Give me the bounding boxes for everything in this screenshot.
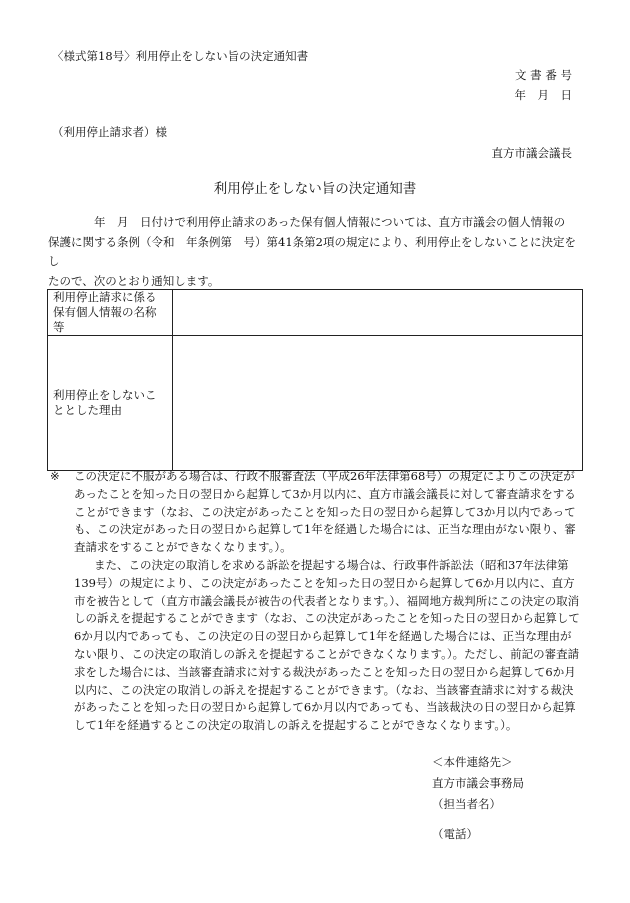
contact-heading: ＜本件連絡先＞ [432, 755, 513, 769]
info-table [47, 289, 583, 471]
intro-line-1: 年 月 日付けで利用停止請求のあった保有個人情報については、直方市議会の個人情報の [94, 215, 566, 229]
note-mark: ※ [50, 469, 60, 483]
addressee: （利用停止請求者）様 [52, 125, 167, 139]
document-title: 利用停止をしない旨の決定通知書 [213, 181, 417, 197]
info-name-label: 利用停止請求に係る保有個人情報の名称等 [48, 290, 173, 336]
note-paragraph-1: この決定に不服がある場合は、行政不服審査法（平成26年法律第68号）の規定によりこの決定があったことを知った日の翌日から起算して3か月以内に、直方市議会議長に対して審査請求をすることができます（なお、この決定があったことを知った日の翌日から起算して3か月以内であっても、この決定があった日の翌日から起算して1年を経過した場合には、正当な理由がない限り、審査請求をすることができなくなります。）。 [74, 469, 576, 555]
sender: 直方市議会議長 [491, 146, 572, 160]
document-number-label: 文 書 番 号 [515, 68, 572, 82]
info-name-value [173, 290, 583, 336]
table-row [48, 336, 583, 471]
note-paragraph-2: また、この決定の取消しを求める訴訟を提起する場合は、行政事件訴訟法（昭和37年法律第139号）の規定により、この決定があったことを知った日の翌日から起算して6か月以内に、直方市を被告として（直方市議会議長が被告の代表者となります。）、福岡地方裁判所にこの決定の取消しの訴えを提起することができます（なお、この決定があったことを知った日の翌日から起算して6か月以内であっても、この決定の日の翌日から起算して1年を経過した場合には、正当な理由がない限り、この決定の取消しの訴えを提起することができなくなります。）。ただし、前記の審査請求をした場合には、当該審査請求に対する裁決があったことを知った日の翌日から起算して6か月以内に、この決定の取消しの訴えを提起することができます。（なお、当該審査請求に対する裁決があったことを知った日の翌日から起算して6か月以内であっても、当該裁決の日の翌日から起算して1年を経過するとこの決定の取消しの訴えを提起することができなくなります。）。 [74, 557, 580, 733]
contact-person: （担当者名） [432, 797, 501, 811]
contact-block [432, 752, 524, 845]
appeal-note [50, 468, 582, 735]
intro-line-3: たので、次のとおり通知します。 [48, 273, 220, 288]
intro-line-2: 保護に関する条例（令和 年条例第 号）第41条第2項の規定により、利用停止をしないことに決定をし [48, 234, 576, 269]
reason-value [173, 336, 583, 471]
form-label: 〈様式第18号〉利用停止をしない旨の決定通知書 [52, 49, 309, 63]
table-row [48, 290, 583, 336]
contact-phone: （電話） [432, 827, 478, 841]
intro-paragraph [48, 213, 582, 291]
reason-label: 利用停止をしないこととした理由 [48, 336, 173, 471]
contact-office: 直方市議会事務局 [432, 776, 524, 790]
date-label: 年 月 日 [514, 88, 572, 102]
